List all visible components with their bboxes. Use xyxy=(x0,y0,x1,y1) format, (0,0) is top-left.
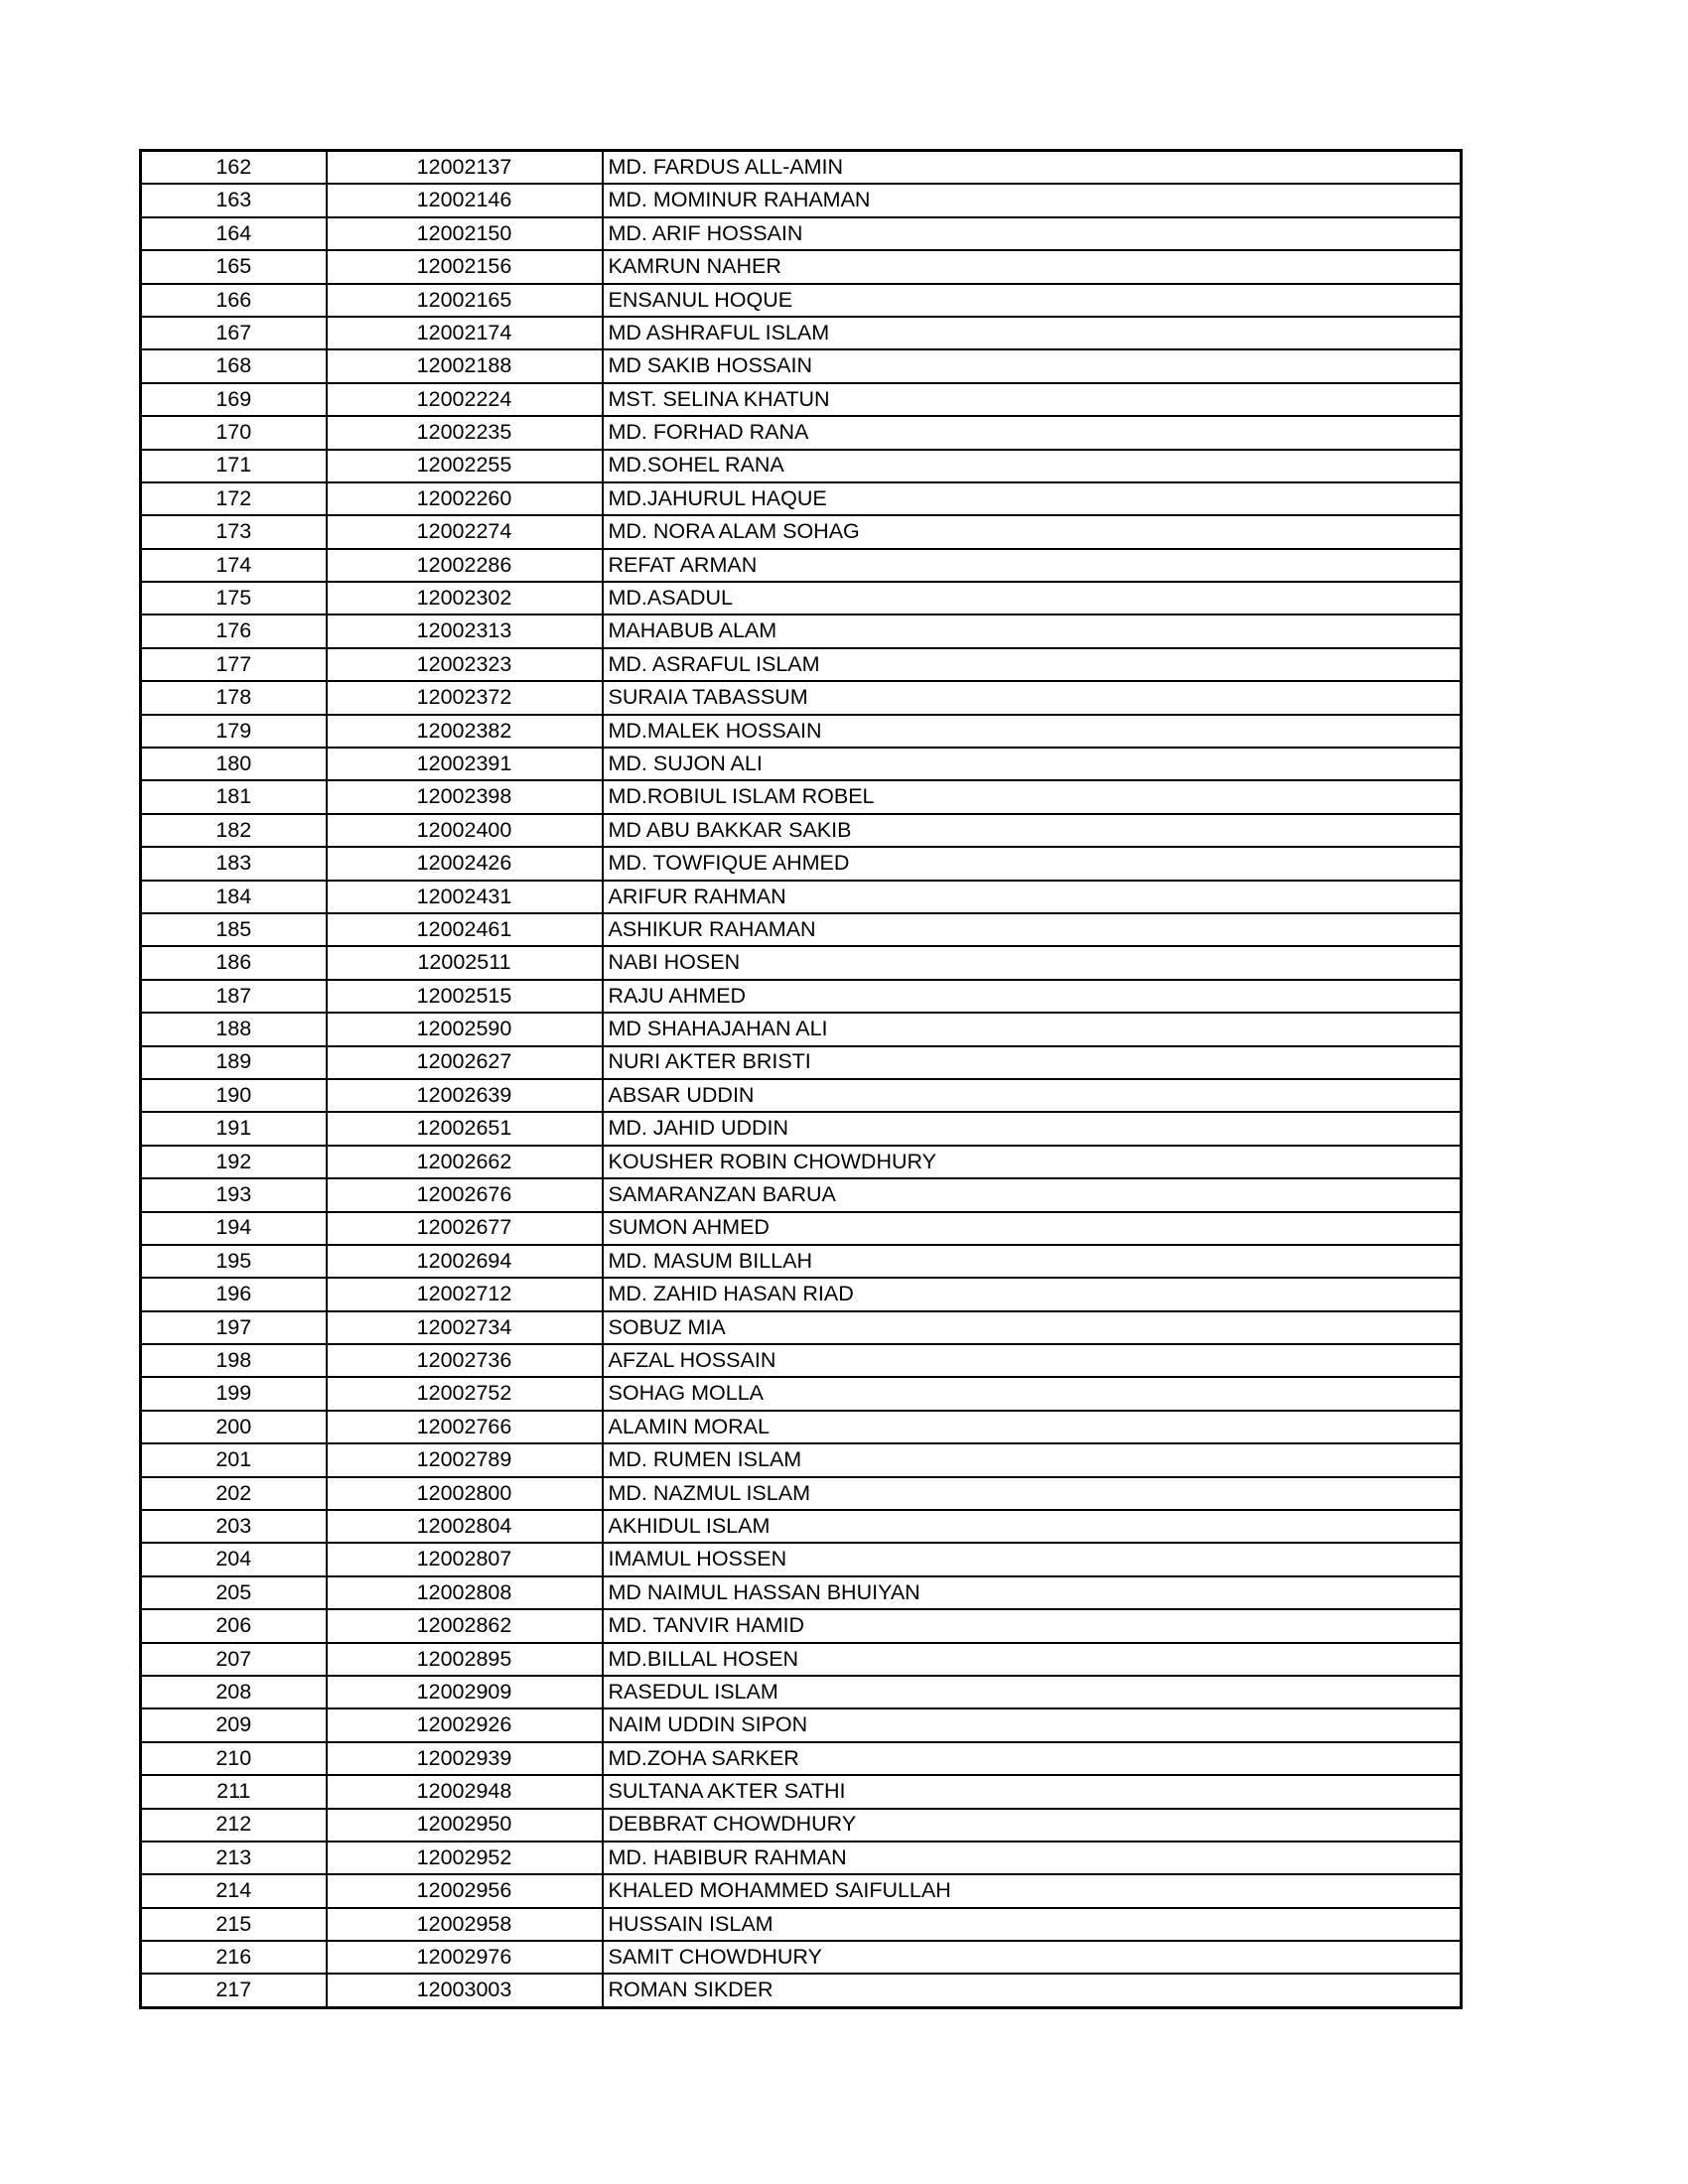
table-row xyxy=(141,980,1462,1013)
serial-cell: 180 xyxy=(141,748,327,780)
student-name-cell: SOBUZ MIA xyxy=(603,1311,1462,1344)
table-row xyxy=(141,1079,1462,1112)
student-name-cell: MD.ASADUL xyxy=(603,582,1462,614)
roll-number-cell: 12002260 xyxy=(327,482,603,515)
roll-number-cell: 12002391 xyxy=(327,748,603,780)
table-row xyxy=(141,1311,1462,1344)
student-name-cell: KOUSHER ROBIN CHOWDHURY xyxy=(603,1146,1462,1178)
table-row xyxy=(141,1609,1462,1642)
table-row xyxy=(141,1742,1462,1775)
serial-cell: 178 xyxy=(141,681,327,714)
student-name-cell: MD. FORHAD RANA xyxy=(603,416,1462,449)
student-name-cell: SUMON AHMED xyxy=(603,1212,1462,1245)
table-row xyxy=(141,450,1462,482)
student-name-cell: SOHAG MOLLA xyxy=(603,1377,1462,1410)
student-name-cell: RAJU AHMED xyxy=(603,980,1462,1013)
student-name-cell: MD. ZAHID HASAN RIAD xyxy=(603,1278,1462,1310)
table-row xyxy=(141,614,1462,647)
roll-number-cell: 12002958 xyxy=(327,1908,603,1941)
table-row xyxy=(141,217,1462,250)
roll-number-cell: 12002956 xyxy=(327,1874,603,1907)
table-row xyxy=(141,582,1462,614)
table-row xyxy=(141,1245,1462,1278)
student-name-cell: KAMRUN NAHER xyxy=(603,250,1462,283)
roll-number-cell: 12002939 xyxy=(327,1742,603,1775)
roll-number-cell: 12002676 xyxy=(327,1178,603,1211)
table-row xyxy=(141,1212,1462,1245)
table-row xyxy=(141,881,1462,913)
roll-number-cell: 12002926 xyxy=(327,1708,603,1741)
table-row xyxy=(141,1278,1462,1310)
roll-number-cell: 12002677 xyxy=(327,1212,603,1245)
student-name-cell: ARIFUR RAHMAN xyxy=(603,881,1462,913)
student-name-cell: MD SAKIB HOSSAIN xyxy=(603,349,1462,382)
table-row xyxy=(141,1974,1462,2007)
student-name-cell: MST. SELINA KHATUN xyxy=(603,383,1462,416)
student-name-cell: ABSAR UDDIN xyxy=(603,1079,1462,1112)
roll-number-cell: 12002766 xyxy=(327,1411,603,1443)
table-row xyxy=(141,1643,1462,1676)
student-name-cell: MD. MASUM BILLAH xyxy=(603,1245,1462,1278)
roll-number-cell: 12002800 xyxy=(327,1477,603,1510)
serial-cell: 213 xyxy=(141,1842,327,1874)
serial-cell: 215 xyxy=(141,1908,327,1941)
table-row xyxy=(141,814,1462,847)
student-name-cell: MD. MOMINUR RAHAMAN xyxy=(603,184,1462,216)
table-row xyxy=(141,1543,1462,1575)
student-name-cell: MD.ZOHA SARKER xyxy=(603,1742,1462,1775)
student-name-cell: MD ABU BAKKAR SAKIB xyxy=(603,814,1462,847)
roll-number-cell: 12002804 xyxy=(327,1510,603,1543)
roll-number-cell: 12002862 xyxy=(327,1609,603,1642)
student-name-cell: MD. ARIF HOSSAIN xyxy=(603,217,1462,250)
table-row xyxy=(141,383,1462,416)
table-row xyxy=(141,847,1462,880)
table-row xyxy=(141,1941,1462,1974)
student-name-cell: SAMIT CHOWDHURY xyxy=(603,1941,1462,1974)
table-row xyxy=(141,1013,1462,1045)
serial-cell: 172 xyxy=(141,482,327,515)
table-row xyxy=(141,1377,1462,1410)
serial-cell: 212 xyxy=(141,1809,327,1842)
table-row xyxy=(141,482,1462,515)
table-row xyxy=(141,1576,1462,1609)
student-name-cell: ASHIKUR RAHAMAN xyxy=(603,913,1462,946)
roll-number-cell: 12002511 xyxy=(327,946,603,979)
roll-number-cell: 12002734 xyxy=(327,1311,603,1344)
roll-number-cell: 12002313 xyxy=(327,614,603,647)
student-name-cell: MD ASHRAFUL ISLAM xyxy=(603,317,1462,349)
serial-cell: 174 xyxy=(141,549,327,582)
roll-number-cell: 12002639 xyxy=(327,1079,603,1112)
table-row xyxy=(141,549,1462,582)
table-row xyxy=(141,349,1462,382)
table-row xyxy=(141,1344,1462,1377)
roll-number-cell: 12002274 xyxy=(327,515,603,548)
roll-number-cell: 12002976 xyxy=(327,1941,603,1974)
roll-number-cell: 12002752 xyxy=(327,1377,603,1410)
serial-cell: 171 xyxy=(141,450,327,482)
student-name-cell: HUSSAIN ISLAM xyxy=(603,1908,1462,1941)
roll-number-cell: 12002909 xyxy=(327,1676,603,1708)
serial-cell: 181 xyxy=(141,780,327,813)
serial-cell: 195 xyxy=(141,1245,327,1278)
table-row xyxy=(141,284,1462,317)
table-row xyxy=(141,184,1462,216)
serial-cell: 217 xyxy=(141,1974,327,2007)
roll-number-cell: 12002150 xyxy=(327,217,603,250)
student-name-cell: SULTANA AKTER SATHI xyxy=(603,1775,1462,1808)
roll-number-cell: 12002712 xyxy=(327,1278,603,1310)
student-name-cell: MD. NORA ALAM SOHAG xyxy=(603,515,1462,548)
serial-cell: 194 xyxy=(141,1212,327,1245)
table-row xyxy=(141,648,1462,681)
table-row xyxy=(141,1775,1462,1808)
table-row xyxy=(141,1842,1462,1874)
roll-number-cell: 12002302 xyxy=(327,582,603,614)
serial-cell: 206 xyxy=(141,1609,327,1642)
table-row xyxy=(141,1411,1462,1443)
serial-cell: 199 xyxy=(141,1377,327,1410)
roll-number-cell: 12003003 xyxy=(327,1974,603,2007)
serial-cell: 190 xyxy=(141,1079,327,1112)
serial-cell: 175 xyxy=(141,582,327,614)
student-name-cell: NURI AKTER BRISTI xyxy=(603,1046,1462,1079)
serial-cell: 204 xyxy=(141,1543,327,1575)
student-name-cell: MD.BILLAL HOSEN xyxy=(603,1643,1462,1676)
roll-number-cell: 12002156 xyxy=(327,250,603,283)
student-name-cell: MD.MALEK HOSSAIN xyxy=(603,715,1462,748)
student-name-cell: MAHABUB ALAM xyxy=(603,614,1462,647)
roll-number-cell: 12002188 xyxy=(327,349,603,382)
student-name-cell: NABI HOSEN xyxy=(603,946,1462,979)
serial-cell: 165 xyxy=(141,250,327,283)
serial-cell: 202 xyxy=(141,1477,327,1510)
student-name-cell: DEBBRAT CHOWDHURY xyxy=(603,1809,1462,1842)
serial-cell: 201 xyxy=(141,1443,327,1476)
serial-cell: 211 xyxy=(141,1775,327,1808)
table-row xyxy=(141,715,1462,748)
serial-cell: 169 xyxy=(141,383,327,416)
roll-number-cell: 12002590 xyxy=(327,1013,603,1045)
table-row xyxy=(141,1510,1462,1543)
roll-number-cell: 12002461 xyxy=(327,913,603,946)
roll-number-cell: 12002789 xyxy=(327,1443,603,1476)
serial-cell: 214 xyxy=(141,1874,327,1907)
serial-cell: 183 xyxy=(141,847,327,880)
student-name-cell: MD. RUMEN ISLAM xyxy=(603,1443,1462,1476)
student-name-cell: NAIM UDDIN SIPON xyxy=(603,1708,1462,1741)
table-row xyxy=(141,1046,1462,1079)
serial-cell: 162 xyxy=(141,151,327,185)
roll-number-cell: 12002137 xyxy=(327,151,603,185)
student-name-cell: MD. ASRAFUL ISLAM xyxy=(603,648,1462,681)
roll-number-cell: 12002146 xyxy=(327,184,603,216)
serial-cell: 210 xyxy=(141,1742,327,1775)
table-row xyxy=(141,1178,1462,1211)
roll-number-cell: 12002372 xyxy=(327,681,603,714)
serial-cell: 182 xyxy=(141,814,327,847)
roll-number-cell: 12002651 xyxy=(327,1112,603,1145)
student-name-cell: MD.ROBIUL ISLAM ROBEL xyxy=(603,780,1462,813)
student-name-cell: MD. TOWFIQUE AHMED xyxy=(603,847,1462,880)
serial-cell: 192 xyxy=(141,1146,327,1178)
serial-cell: 197 xyxy=(141,1311,327,1344)
table-row xyxy=(141,1708,1462,1741)
student-name-cell: MD SHAHAJAHAN ALI xyxy=(603,1013,1462,1045)
student-name-cell: ROMAN SIKDER xyxy=(603,1974,1462,2007)
serial-cell: 173 xyxy=(141,515,327,548)
roll-number-cell: 12002952 xyxy=(327,1842,603,1874)
table-row xyxy=(141,416,1462,449)
serial-cell: 179 xyxy=(141,715,327,748)
roll-number-cell: 12002224 xyxy=(327,383,603,416)
student-name-cell: ENSANUL HOQUE xyxy=(603,284,1462,317)
serial-cell: 208 xyxy=(141,1676,327,1708)
student-name-cell: MD.JAHURUL HAQUE xyxy=(603,482,1462,515)
student-name-cell: MD. NAZMUL ISLAM xyxy=(603,1477,1462,1510)
roll-number-cell: 12002515 xyxy=(327,980,603,1013)
student-name-cell: RASEDUL ISLAM xyxy=(603,1676,1462,1708)
student-name-cell: MD. TANVIR HAMID xyxy=(603,1609,1462,1642)
serial-cell: 168 xyxy=(141,349,327,382)
roll-number-cell: 12002426 xyxy=(327,847,603,880)
roll-number-cell: 12002948 xyxy=(327,1775,603,1808)
serial-cell: 196 xyxy=(141,1278,327,1310)
table-row xyxy=(141,1112,1462,1145)
student-name-cell: ALAMIN MORAL xyxy=(603,1411,1462,1443)
table-row xyxy=(141,1809,1462,1842)
serial-cell: 188 xyxy=(141,1013,327,1045)
roll-number-cell: 12002323 xyxy=(327,648,603,681)
student-name-cell: SAMARANZAN BARUA xyxy=(603,1178,1462,1211)
serial-cell: 186 xyxy=(141,946,327,979)
roll-number-cell: 12002736 xyxy=(327,1344,603,1377)
roll-number-cell: 12002400 xyxy=(327,814,603,847)
serial-cell: 187 xyxy=(141,980,327,1013)
table-row xyxy=(141,681,1462,714)
serial-cell: 203 xyxy=(141,1510,327,1543)
student-name-cell: MD. SUJON ALI xyxy=(603,748,1462,780)
student-name-cell: SURAIA TABASSUM xyxy=(603,681,1462,714)
roll-number-cell: 12002895 xyxy=(327,1643,603,1676)
roll-number-cell: 12002286 xyxy=(327,549,603,582)
table-row xyxy=(141,1443,1462,1476)
results-table xyxy=(139,149,1463,2009)
roll-number-cell: 12002382 xyxy=(327,715,603,748)
student-name-cell: MD. FARDUS ALL-AMIN xyxy=(603,151,1462,185)
roll-number-cell: 12002950 xyxy=(327,1809,603,1842)
table-row xyxy=(141,1477,1462,1510)
serial-cell: 193 xyxy=(141,1178,327,1211)
serial-cell: 170 xyxy=(141,416,327,449)
results-table-body xyxy=(141,151,1462,2008)
table-row xyxy=(141,151,1462,185)
table-row xyxy=(141,515,1462,548)
roll-number-cell: 12002255 xyxy=(327,450,603,482)
serial-cell: 163 xyxy=(141,184,327,216)
roll-number-cell: 12002398 xyxy=(327,780,603,813)
serial-cell: 205 xyxy=(141,1576,327,1609)
table-row xyxy=(141,913,1462,946)
serial-cell: 177 xyxy=(141,648,327,681)
serial-cell: 184 xyxy=(141,881,327,913)
serial-cell: 176 xyxy=(141,614,327,647)
student-name-cell: AKHIDUL ISLAM xyxy=(603,1510,1462,1543)
serial-cell: 164 xyxy=(141,217,327,250)
student-name-cell: MD. HABIBUR RAHMAN xyxy=(603,1842,1462,1874)
serial-cell: 200 xyxy=(141,1411,327,1443)
student-name-cell: KHALED MOHAMMED SAIFULLAH xyxy=(603,1874,1462,1907)
serial-cell: 209 xyxy=(141,1708,327,1741)
serial-cell: 191 xyxy=(141,1112,327,1145)
student-name-cell: IMAMUL HOSSEN xyxy=(603,1543,1462,1575)
student-name-cell: MD. JAHID UDDIN xyxy=(603,1112,1462,1145)
roll-number-cell: 12002627 xyxy=(327,1046,603,1079)
serial-cell: 189 xyxy=(141,1046,327,1079)
roll-number-cell: 12002694 xyxy=(327,1245,603,1278)
student-name-cell: MD NAIMUL HASSAN BHUIYAN xyxy=(603,1576,1462,1609)
table-row xyxy=(141,748,1462,780)
roll-number-cell: 12002662 xyxy=(327,1146,603,1178)
table-row xyxy=(141,317,1462,349)
table-row xyxy=(141,780,1462,813)
student-name-cell: REFAT ARMAN xyxy=(603,549,1462,582)
student-name-cell: AFZAL HOSSAIN xyxy=(603,1344,1462,1377)
table-row xyxy=(141,250,1462,283)
roll-number-cell: 12002165 xyxy=(327,284,603,317)
serial-cell: 216 xyxy=(141,1941,327,1974)
roll-number-cell: 12002808 xyxy=(327,1576,603,1609)
serial-cell: 198 xyxy=(141,1344,327,1377)
serial-cell: 185 xyxy=(141,913,327,946)
roll-number-cell: 12002235 xyxy=(327,416,603,449)
table-row xyxy=(141,946,1462,979)
table-row xyxy=(141,1908,1462,1941)
roll-number-cell: 12002431 xyxy=(327,881,603,913)
roll-number-cell: 12002174 xyxy=(327,317,603,349)
student-name-cell: MD.SOHEL RANA xyxy=(603,450,1462,482)
serial-cell: 167 xyxy=(141,317,327,349)
serial-cell: 207 xyxy=(141,1643,327,1676)
serial-cell: 166 xyxy=(141,284,327,317)
table-row xyxy=(141,1874,1462,1907)
roll-number-cell: 12002807 xyxy=(327,1543,603,1575)
table-row xyxy=(141,1146,1462,1178)
table-row xyxy=(141,1676,1462,1708)
